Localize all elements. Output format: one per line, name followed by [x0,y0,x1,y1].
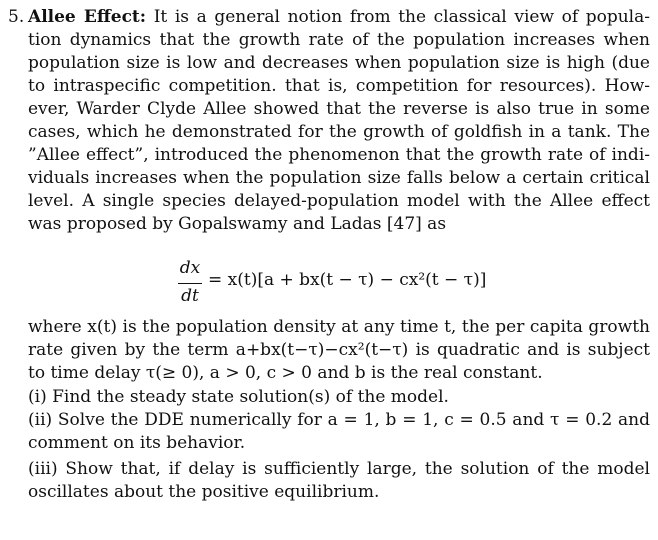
question-ii-continued: comment on its behavior. [28,433,246,453]
problem-number: 5. [8,7,25,27]
paragraph-line-5: ever, Warder Clyde Allee showed that the reverse is also true in some [28,99,650,119]
fraction-bar [178,283,202,284]
question-iii: (iii) Show that, if delay is sufficiently large, the solution of the model [28,459,650,479]
equation-rhs: = x(t)[a + bx(t − τ) − cx²(t − τ)] [208,270,487,290]
question-i: (i) Find the steady state solution(s) of the model. [28,387,449,407]
question-iii-continued: oscillates about the positive equilibrium. [28,482,380,502]
paragraph-line-7: ”Allee effect”, introduced the phenomenon that the growth rate of indi- [28,145,650,165]
after-line-3: to time delay τ(≥ 0), a > 0, c > 0 and b is the real constant. [28,363,543,383]
problem-title: Allee Effect: [28,7,147,27]
fraction-numerator: dx [179,258,201,278]
paragraph-line-2: tion dynamics that the growth rate of the population increases when [28,30,650,50]
paragraph-line-8: viduals increases when the population size falls below a certain critical [28,168,650,188]
after-line-2: rate given by the term a+bx(t−τ)−cx²(t−τ) is quadratic and is subject [28,340,650,360]
after-line-1: where x(t) is the population density at any time t, the per capita growth [28,317,650,337]
fraction-denominator: dt [181,286,199,306]
paragraph-line-4: to intraspecific competition. that is, competition for resources). How- [28,76,650,96]
paragraph-line-10: was proposed by Gopalswamy and Ladas [47] as [28,214,447,234]
question-ii: (ii) Solve the DDE numerically for a = 1, b = 1, c = 0.5 and τ = 0.2 and [28,410,650,430]
paragraph-line-6: cases, which he demonstrated for the growth of goldfish in a tank. The [28,122,650,142]
paragraph-line-1 [28,6,650,28]
paragraph-line-9: level. A single species delayed-population model with the Allee effect [28,191,650,211]
paragraph-line-3: population size is low and decreases when population size is high (due [28,53,650,73]
paragraph-line-1-text: It is a general notion from the classical view of popula- [153,7,650,27]
